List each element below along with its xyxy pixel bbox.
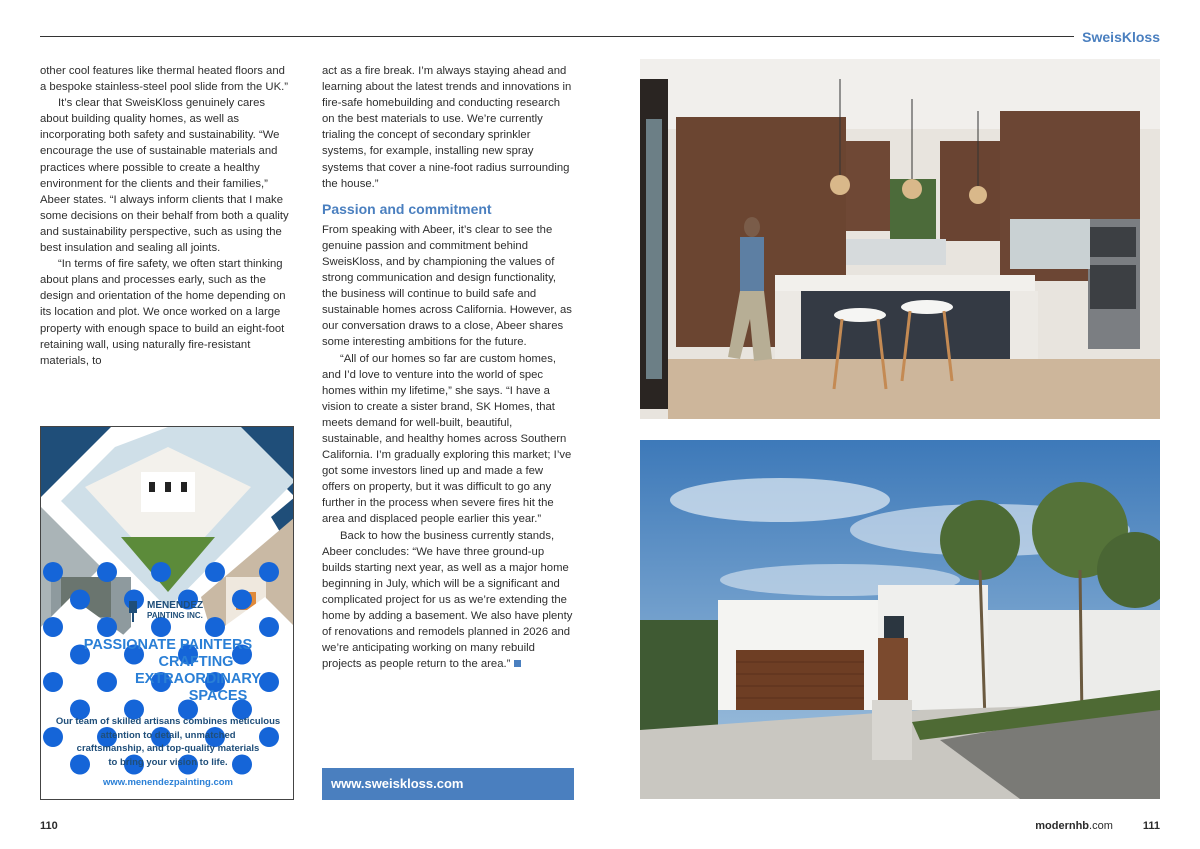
paragraph: It’s clear that SweisKloss genuinely cares about building quality homes, as well as incorporating both safety and sustainability. “We encourage the use of sustainable materials and practices where possible to create a healthy environment for the clients and their families,” Abeer states. “I always inform clients that I make some decisions on their behalf from both a quality and sustainability perspective, such as using the best insulation and sealing all joints. xyxy=(40,97,289,255)
ad-website[interactable]: www.menendezpainting.com xyxy=(102,777,234,788)
dot xyxy=(259,562,279,582)
paragraph: other cool features like thermal heated floors and a bespoke stainless-steel pool slide from the UK.” xyxy=(40,65,289,94)
paragraph: “All of our homes so far are custom homes, and I’d love to venture into the world of spec homes within my lifetime,” she says. “I have a vision to create a sister brand, SK Homes, that meets demand for well-built, beautiful, sustainable, and healthy homes across Southern California. I’m gradually exploring this market; I’ve got some investors lined up and made a few offers on property, but it was difficult to go any further in the process when severe fires hit the area and displaced people earlier this year.” xyxy=(322,352,572,526)
website-link-box[interactable]: www.sweiskloss.com xyxy=(322,768,574,800)
paragraph: From speaking with Abeer, it’s clear to see the genuine passion and commitment behind SweisKloss, and by championing the values of strong communication and design functionality, the business will continue to build safe and sustainable homes across California. However, as our conversation draws to a close, Abeer shares some interesting ambitions for the future. xyxy=(322,223,572,349)
end-mark-icon xyxy=(514,660,521,667)
page-number-left: 110 xyxy=(40,820,58,832)
ad-body-line: craftsmanship, and top-quality materials xyxy=(76,743,260,754)
ad-body-line: attention to detail, unmatched xyxy=(100,729,236,741)
ad-logo-line2: PAINTING INC. xyxy=(147,611,203,620)
ad-logo xyxy=(119,599,209,625)
ad-headline xyxy=(41,637,294,705)
paragraph: “In terms of fire safety, we often start thinking about plans and processes early, such as the design and orientation of the home depending on its location and plot. We once worked on a large property with enough space to build an eight-foot retaining wall, using naturally fire-resistant materials, to xyxy=(40,258,286,367)
ad-headline-line: PASSIONATE PAINTERS xyxy=(83,637,253,653)
page-number-right: 111 xyxy=(1142,820,1160,832)
header-rule xyxy=(40,36,1074,37)
site-name: modernhb xyxy=(1035,820,1090,832)
paragraph: act as a fire break. I’m always staying ahead and learning about the latest trends and innovations in fire-safe homebuilding and conducting research on the best materials to use. We’re currently trialing the concept of secondary sprinkler systems, for example, installing new spray systems that cover a nine-foot radius surrounding the house.” xyxy=(322,65,572,190)
ad-logo-line1: MENENDEZ xyxy=(147,600,204,611)
exterior-photo xyxy=(640,440,1160,799)
article-column-1 xyxy=(40,63,290,369)
paintbrush-icon xyxy=(123,599,143,623)
dot xyxy=(205,562,225,582)
paragraph xyxy=(322,528,574,673)
article-column-2 xyxy=(322,63,574,672)
kitchen-photo xyxy=(640,59,1160,419)
dot xyxy=(232,590,252,610)
site-suffix: .com xyxy=(1089,820,1113,832)
footer-site xyxy=(1035,820,1160,832)
dot xyxy=(70,590,90,610)
ad-body xyxy=(41,715,294,769)
dot xyxy=(259,617,279,637)
dot xyxy=(97,562,117,582)
ad-body-line: to bring your vision to life. xyxy=(108,756,228,768)
header-brand: SweisKloss xyxy=(1082,29,1160,45)
ad-headline-line: EXTRAORDINARY xyxy=(135,671,261,687)
ad-body-line: Our team of skilled artisans combines meticulous xyxy=(55,716,281,727)
dot xyxy=(97,617,117,637)
advertisement[interactable] xyxy=(40,426,294,800)
section-subheading: Passion and commitment xyxy=(322,200,492,217)
ad-headline-line: SPACES xyxy=(188,688,248,704)
ad-headline-line: CRAFTING xyxy=(158,654,234,670)
dot xyxy=(43,562,63,582)
paragraph-text: Back to how the business currently stands, Abeer concludes: “We have three ground-up builds starting next year, as well as a major home beginning in July, which will be a significant and complicated project for us as we’re extending the home by adding a basement. We also have plenty of renovations and remodels planned in 2026 and we’re anticipating working on many rebuild projects as people return to the area.” xyxy=(322,529,573,671)
dot xyxy=(43,617,63,637)
dot xyxy=(151,562,171,582)
